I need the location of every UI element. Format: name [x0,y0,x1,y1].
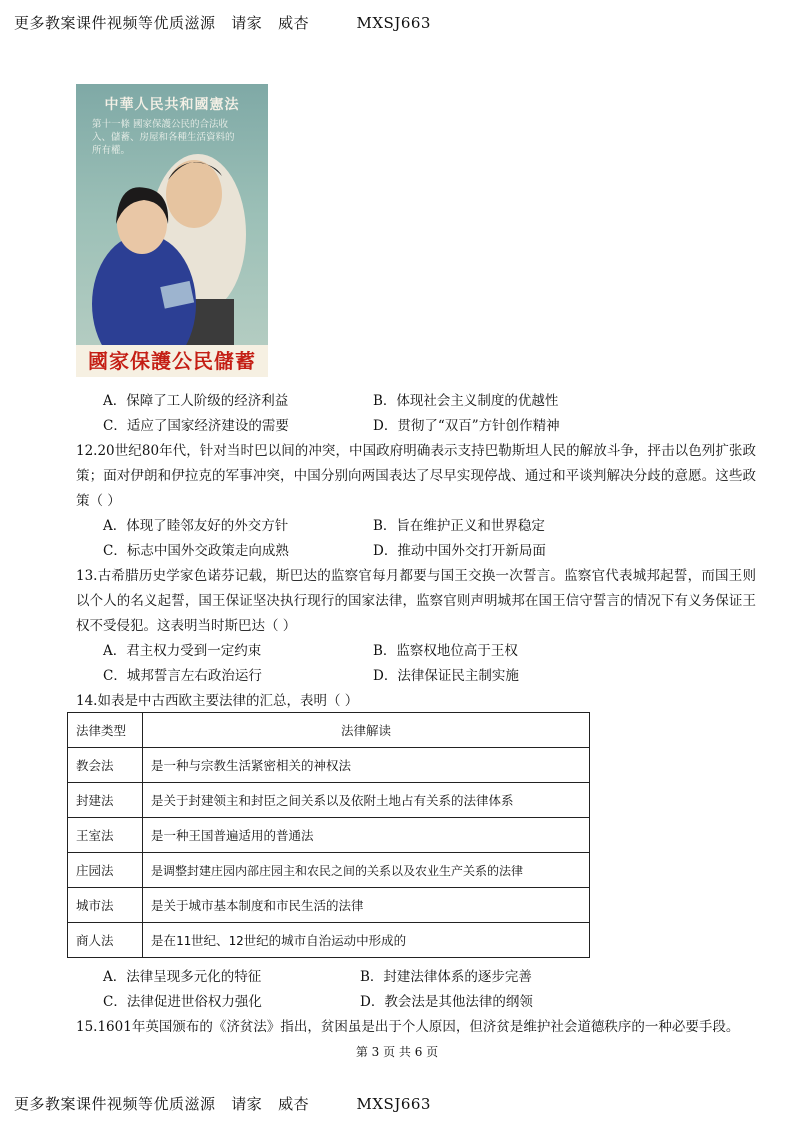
table-cell-type: 城市法 [68,888,143,923]
poster-slogan: 國家保護公民儲蓄 [76,345,268,377]
table-header-cell: 法律解读 [143,713,590,748]
table-cell-type: 教会法 [68,748,143,783]
q13-option-b: B．监察权地位高于王权 [373,643,518,659]
q14-option-c: C．法律促进世俗权力强化 [103,994,262,1010]
q12-option-d: D．推动中国外交打开新局面 [373,543,546,559]
table-header-cell: 法律类型 [68,713,143,748]
law-table [67,712,590,958]
table-cell-desc: 是一种王国普遍适用的普通法 [143,818,590,853]
table-cell-type: 王室法 [68,818,143,853]
q12-option-c: C．标志中国外交政策走向成熟 [103,543,289,559]
q11-option-d: D．贯彻了“双百”方针创作精神 [373,418,560,434]
couple-illustration [76,84,268,377]
q13-option-c: C．城邦誓言左右政治运行 [103,668,262,684]
q14-option-b: B．封建法律体系的逐步完善 [360,969,532,985]
q11-option-b: B．体现社会主义制度的优越性 [373,393,559,409]
q15-stem: 15.1601年英国颁布的《济贫法》指出，贫困虽是出于个人原因，但济贫是维护社会道德秩序的一种必要手段。 [76,1019,740,1035]
q14-option-a: A．法律呈现多元化的特征 [103,969,262,985]
q13-option-d: D．法律保证民主制实施 [373,668,519,684]
q11-option-a: A．保障了工人阶级的经济利益 [103,393,289,409]
table-row [68,748,590,783]
q14-option-d: D．教会法是其他法律的纲领 [360,994,533,1010]
table-row [68,888,590,923]
table-cell-type: 庄园法 [68,853,143,888]
q14-stem: 14.如表是中古西欧主要法律的汇总，表明（ ） [76,693,359,709]
q12-option-a: A．体现了睦邻友好的外交方针 [103,518,289,534]
table-cell-type: 商人法 [68,923,143,958]
q11-option-c: C．适应了国家经济建设的需要 [103,418,289,434]
table-row [68,818,590,853]
poster-image [76,84,268,377]
footer-banner: 更多教案课件视频等优质滋源 请家 威杏 MXSJ663 [14,1095,431,1113]
q13-stem: 13.古希腊历史学家色诺芬记载，斯巴达的监察官每月都要与国王交换一次誓言。监察官代表城邦起誓，而国王则以个人的名义起誓，国王保证坚决执行现行的国家法律，监察官则声明城邦在国王信守誓言的情况下有义务保证王权不受侵犯。这表明当时斯巴达（ ） [76,568,756,634]
table-cell-desc: 是调整封建庄园内部庄园主和农民之间的关系以及农业生产关系的法律 [143,853,590,888]
table-row [68,923,590,958]
q13-option-a: A．君主权力受到一定约束 [103,643,262,659]
table-cell-desc: 是一种与宗教生活紧密相关的神权法 [143,748,590,783]
table-cell-desc: 是关于城市基本制度和市民生活的法律 [143,888,590,923]
header-banner: 更多教案课件视频等优质滋源 请家 威杏 MXSJ663 [14,14,431,32]
page-number: 第 3 页 共 6 页 [355,1045,439,1059]
poster-title: 中華人民共和國憲法 [104,97,240,113]
table-cell-desc: 是关于封建领主和封臣之间关系以及依附土地占有关系的法律体系 [143,783,590,818]
table-cell-desc: 是在11世纪、12世纪的城市自治运动中形成的 [143,923,590,958]
q12-option-b: B．旨在维护正义和世界稳定 [373,518,545,534]
table-row [68,853,590,888]
table-header-row [68,713,590,748]
q12-stem: 12.20世纪80年代，针对当时巴以间的冲突，中国政府明确表示支持巴勒斯坦人民的解放斗争，抨击以色列扩张政策；面对伊朗和伊拉克的军事冲突，中国分别向两国表达了尽早实现停战、通过和平谈判解决分歧的意愿。这些政策（ ） [76,443,756,509]
poster-text: 第十一條 國家保護公民的合法收入、儲蓄、房屋和各種生活資料的所有權。 [92,119,235,156]
table-row [68,783,590,818]
table-cell-type: 封建法 [68,783,143,818]
